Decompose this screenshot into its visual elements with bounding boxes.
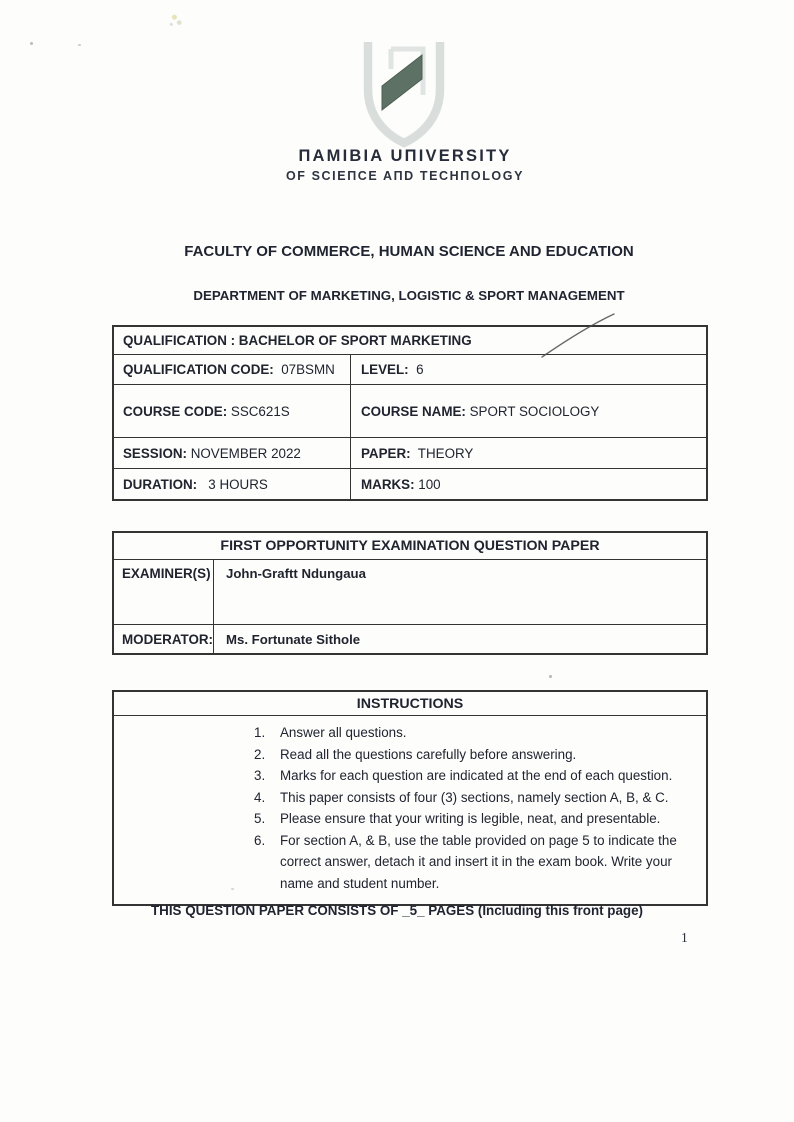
university-wordmark	[255, 147, 555, 183]
instruction-item: Marks for each question are indicated at the end of each question.	[280, 768, 673, 783]
cell-value: 6	[408, 362, 424, 377]
instruction-item: Read all the questions carefully before answering.	[280, 746, 577, 762]
examiner-label: EXAMINER(S)	[122, 566, 211, 581]
duration-cell	[114, 469, 350, 499]
course-name-cell	[350, 385, 706, 437]
moderator-row	[114, 624, 706, 653]
university-name: ПAMIBIA UПIVERSITY	[298, 147, 512, 165]
cell-label: MARKS:	[361, 476, 415, 492]
instructions-list	[114, 716, 706, 904]
paper-cell	[350, 438, 706, 468]
level-cell	[350, 355, 706, 384]
qualification-code-cell	[114, 355, 350, 384]
university-shield-logo-icon	[351, 37, 457, 149]
pages-note: THIS QUESTION PAPER CONSISTS OF _5_ PAGES (Including this front page)	[150, 903, 644, 918]
instruction-item: For section A, & B, use the table provided on page 5 to indicate the correct answer, detach it and insert it in the exam book. Write your name and student number.	[280, 832, 677, 891]
session-cell	[114, 438, 350, 468]
cell-label: COURSE NAME:	[361, 403, 466, 419]
instruction-item: Answer all questions.	[280, 725, 407, 740]
cell-label: QUALIFICATION CODE:	[123, 362, 274, 377]
moderator-name: Ms. Fortunate Sithole	[213, 625, 706, 653]
cell-value: NOVEMBER 2022	[187, 445, 301, 461]
course-info-table	[112, 325, 708, 501]
university-tagline: OF SCIEПCE AПD TECHПOLOGY	[285, 169, 525, 183]
marks-cell	[350, 469, 706, 499]
examiner-name: John-Graftt Ndungaua	[213, 560, 706, 624]
table-row	[114, 437, 706, 468]
cell-label: COURSE CODE:	[123, 403, 228, 419]
cell-value: SSC621S	[227, 403, 290, 419]
cell-label: LEVEL:	[361, 362, 409, 377]
page-number: 1	[681, 930, 688, 945]
department-heading: DEPARTMENT OF MARKETING, LOGISTIC & SPORT MANAGEMENT	[193, 288, 625, 303]
instructions-title: INSTRUCTIONS	[114, 692, 706, 716]
cell-value: 100	[414, 476, 441, 492]
instructions-table	[112, 690, 708, 906]
moderator-label: MODERATOR:	[122, 631, 214, 647]
qualification-value: BACHELOR OF SPORT MARKETING	[238, 333, 472, 348]
cell-label: SESSION:	[123, 445, 187, 461]
table-row	[114, 468, 706, 499]
faculty-heading: FACULTY OF COMMERCE, HUMAN SCIENCE AND EDUCATION	[184, 243, 634, 260]
scan-dot	[78, 44, 81, 46]
qualification-cell	[114, 327, 472, 354]
instruction-item: This paper consists of four (3) sections, namely section A, B, & C.	[280, 789, 669, 805]
cell-value: SPORT SOCIOLOGY	[465, 403, 600, 419]
cell-value: THEORY	[410, 445, 474, 461]
cell-value: 3 HOURS	[197, 476, 268, 492]
course-code-cell	[114, 385, 350, 437]
instruction-item: Please ensure that your writing is legible, neat, and presentable.	[280, 811, 661, 826]
exam-paper-table	[112, 531, 708, 655]
examiner-row	[114, 559, 706, 624]
cell-label: PAPER:	[361, 445, 411, 461]
table-row	[114, 354, 706, 384]
scan-speckle	[168, 10, 184, 28]
table-row	[114, 384, 706, 437]
exam-paper-title: FIRST OPPORTUNITY EXAMINATION QUESTION PAPER	[220, 538, 600, 554]
scan-dot	[30, 42, 33, 45]
cell-label: DURATION:	[123, 476, 198, 492]
qualification-label: QUALIFICATION :	[123, 333, 239, 348]
scan-dot	[549, 675, 552, 678]
cell-value: 07BSMN	[273, 362, 335, 377]
